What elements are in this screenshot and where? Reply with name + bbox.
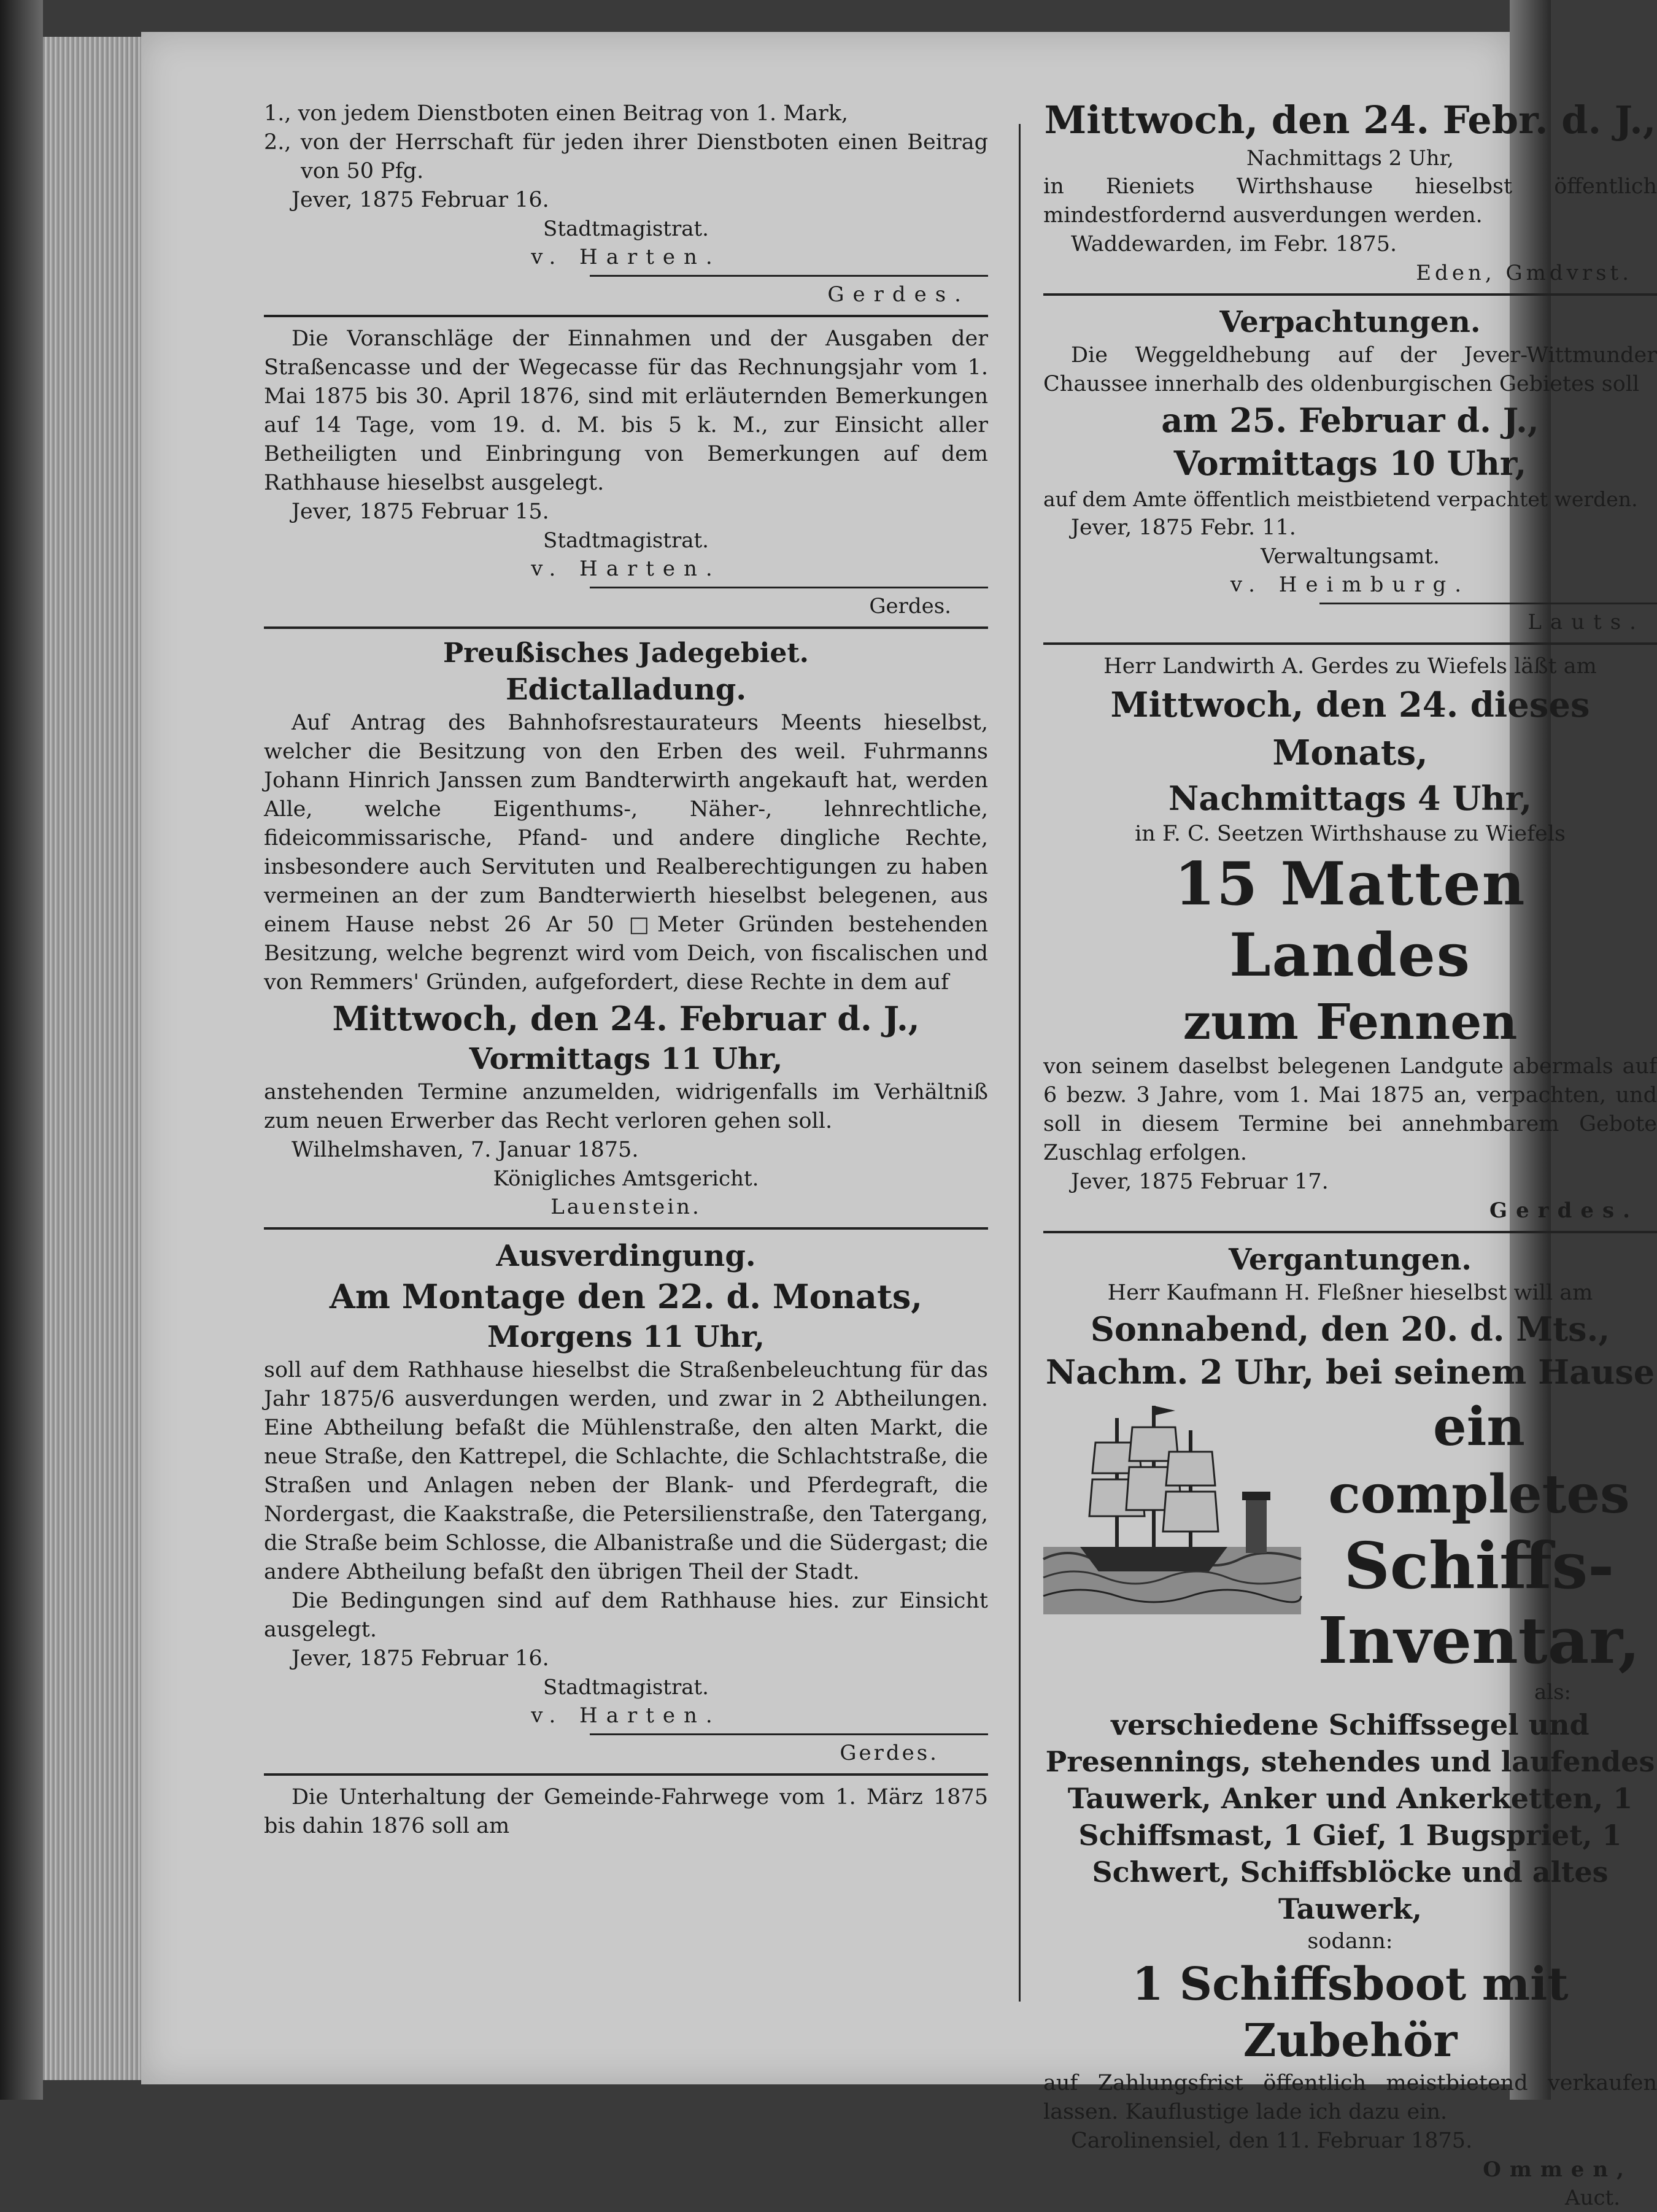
ship-illustration-icon: [1043, 1393, 1301, 1627]
left-column: [264, 99, 988, 1841]
signature: v. Harten.: [531, 1703, 721, 1728]
notice-body: in F. C. Seetzen Wirthshause zu Wiefels: [1135, 822, 1566, 846]
clerk-signature: Lauts.: [1528, 610, 1645, 634]
section-rule: [1043, 293, 1657, 296]
notice-body: anstehenden Termine anzumelden, widrigenfalls im Verhältniß zum neuen Erwerber das Recht verloren gehen soll.: [264, 1080, 988, 1133]
notice-label: als:: [1534, 1680, 1571, 1705]
section-rule: [1043, 1231, 1657, 1233]
page-edges: [43, 37, 141, 2080]
authority: Verwaltungsamt.: [1261, 544, 1440, 569]
headline: Inventar,: [1318, 1603, 1640, 1678]
notice-heading: Vergantungen.: [1229, 1243, 1472, 1277]
clerk-signature: Gerdes.: [869, 594, 951, 619]
notice-heading: Edictalladung.: [505, 672, 747, 707]
signature: Eden, Gmdvrst.: [1416, 261, 1632, 285]
list-item: 2., von der Herrschaft für jeden ihrer Dienstboten einen Beitrag von 50 Pfg.: [264, 130, 988, 183]
time-display: Morgens 11 Uhr,: [487, 1320, 765, 1354]
notice-heading: Preußisches Jadegebiet.: [443, 638, 809, 669]
date-display: Mittwoch, den 24. Februar d. J.,: [332, 999, 920, 1038]
notice-body: von seinem daselbst belegenen Landgute abermals auf 6 bezw. 3 Jahre, vom 1. Mai 1875 an, verpachten, und soll in diesem Termine bei annehmbarem Gebote Zuschlag erfolgen.: [1043, 1054, 1657, 1165]
short-rule: [590, 275, 988, 277]
authority: Stadtmagistrat.: [543, 1675, 709, 1700]
section-rule: [264, 626, 988, 629]
time-display: Vormittags 11 Uhr,: [469, 1042, 783, 1076]
clerk-signature: Gerdes.: [827, 282, 970, 307]
item-list: verschiedene Schiffssegel und Presennings, stehendes und laufendes Tauwerk, Anker und Ankerketten, 1 Schiffsmast, 1 Gief, 1 Bugspriet, 1 Schwert, Schiffsblöcke und altes Tauwerk,: [1045, 1708, 1655, 1925]
time-line: Nachmittags 2 Uhr,: [1246, 146, 1454, 171]
signature: v. Harten.: [531, 245, 721, 269]
dateline: Jever, 1875 Febr. 11.: [1071, 515, 1296, 540]
authority: Stadtmagistrat.: [543, 528, 709, 553]
signature: v. Heimburg.: [1230, 572, 1470, 597]
section-rule: [1043, 642, 1657, 645]
notice-intro: Herr Kaufmann H. Fleßner hieselbst will am: [1107, 1281, 1593, 1305]
section-rule: [264, 315, 988, 317]
notice-body: Die Bedingungen sind auf dem Rathhause hies. zur Einsicht ausgelegt.: [264, 1589, 988, 1642]
headline: Schiffs-: [1343, 1528, 1615, 1603]
notice-body: Auf Antrag des Bahnhofsrestaurateurs Meents hieselbst, welcher die Besitzung von den Erben des weil. Fuhrmanns Johann Hinrich Janssen zum Bandterwirth angekauft hat, werden Alle, welche Eigenthums-, Näher-, lehnrechtliche, fideicommissarische, Pfand- und andere dingliche Rechte, insbesondere auch Servituten und Realberechtigungen zu haben vermeinen an der zum Bandterwierth hieselbst belegenen, aus einem Hause nebst 26 Ar 50 □Meter Gründen bestehenden Besitzung, welche begrenzt wird vom Deich, von fiscalischen und von Remmers' Gründen, aufgefordert, diese Rechte in dem auf: [264, 711, 988, 995]
dateline: Wilhelmshaven, 7. Januar 1875.: [292, 1138, 639, 1162]
short-rule: [590, 587, 988, 588]
date-display: Sonnabend, den 20. d. Mts.,: [1090, 1309, 1610, 1349]
right-column: [1043, 96, 1657, 2212]
dateline: Jever, 1875 Februar 16.: [292, 188, 549, 212]
notice-heading: Verpachtungen.: [1219, 305, 1481, 339]
notice-body: auf dem Amte öffentlich meistbietend verpachtet werden.: [1043, 487, 1638, 511]
date-display: Am Montage den 22. d. Monats,: [329, 1277, 923, 1316]
notice-body: Die Voranschläge der Einnahmen und der Ausgaben der Straßencasse und der Wegecasse für das Rechnungsjahr vom 1. Mai 1875 bis 30. April 1876, sind mit erläuternden Bemerkungen auf 14 Tage, vom 19. d. M. bis 5 k. M., zur Einsicht aller Betheiligten und Einbringung von Bemerkungen auf dem Rathhause hieselbst ausgelegt.: [264, 326, 988, 495]
signature-role: Auct.: [1565, 2186, 1620, 2210]
book-spine: [0, 0, 43, 2100]
notice-label: sodann:: [1307, 1929, 1393, 1954]
headline: ein completes: [1328, 1396, 1630, 1525]
clerk-signature: Gerdes.: [840, 1741, 939, 1765]
notice-body: Die Weggeldhebung auf der Jever-Wittmunder Chaussee innerhalb des oldenburgischen Gebietes soll: [1043, 343, 1657, 396]
headline: 1 Schiffsboot mit: [1132, 1958, 1569, 2011]
short-rule: [590, 1733, 988, 1735]
dateline: Jever, 1875 Februar 17.: [1071, 1170, 1329, 1194]
time-display: Nachm. 2 Uhr, bei seinem Hause: [1045, 1352, 1655, 1392]
ship-headline-block: [1301, 1393, 1657, 1678]
ship-block: [1043, 1393, 1657, 1678]
notice-body: soll auf dem Rathhause hieselbst die Straßenbeleuchtung für das Jahr 1875/6 ausverdungen werden, und zwar in 2 Abtheilungen. Eine Abtheilung befaßt die Mühlenstraße, den alten Markt, die neue Straße, den Kattrepel, die Schlachte, die Schlachtstraße, die Straßen und Anlagen neben der Blank- und Pferdegraft, die Nordergast, die Kaakstraße, die Petersilienstraße, den Tatergang, die Straße beim Schlosse, die Albanistraße und die Südergast; die andere Abtheilung befaßt den übrigen Theil der Stadt.: [264, 1358, 988, 1584]
date-display: Mittwoch, den 24. Febr. d. J.,: [1044, 98, 1656, 142]
date-display: am 25. Februar d. J.,: [1161, 401, 1539, 440]
signature: Ommen,: [1483, 2157, 1632, 2182]
notice-intro: Herr Landwirth A. Gerdes zu Wiefels läßt am: [1103, 654, 1597, 679]
authority: Stadtmagistrat.: [543, 217, 709, 241]
signature: v. Harten.: [531, 557, 721, 581]
signature: Lauenstein.: [550, 1195, 701, 1219]
section-rule: [264, 1227, 988, 1230]
headline: zum Fennen: [1183, 993, 1518, 1050]
notice-body: auf Zahlungsfrist öffentlich meistbietend verkaufen lassen. Kauflustige lade ich dazu ein.: [1043, 2071, 1657, 2124]
notice-heading: Ausverdingung.: [496, 1239, 756, 1273]
section-rule: [264, 1773, 988, 1776]
newspaper-page: [141, 32, 1657, 2210]
authority: Königliches Amtsgericht.: [493, 1166, 759, 1191]
headline: Zubehör: [1243, 2014, 1458, 2067]
signature: Gerdes.: [1489, 1198, 1639, 1223]
headline: 15 Matten Landes: [1174, 849, 1526, 990]
time-display: Vormittags 10 Uhr,: [1173, 444, 1527, 483]
dateline: Jever, 1875 Februar 15.: [292, 499, 549, 524]
dateline: Waddewarden, im Febr. 1875.: [1071, 232, 1397, 256]
dateline: Jever, 1875 Februar 16.: [292, 1646, 549, 1671]
short-rule: [1319, 603, 1657, 604]
date-display: Mittwoch, den 24. dieses Monats,: [1110, 685, 1590, 773]
column-divider: [1019, 124, 1021, 2002]
time-display: Nachmittags 4 Uhr,: [1168, 779, 1532, 818]
dateline: Carolinensiel, den 11. Februar 1875.: [1071, 2129, 1473, 2153]
notice-body: in Rieniets Wirthshause hieselbst öffentlich mindestfordernd ausverdungen werden.: [1043, 174, 1657, 228]
notice-body: Die Unterhaltung der Gemeinde-Fahrwege vom 1. März 1875 bis dahin 1876 soll am: [264, 1785, 988, 1838]
list-item: 1., von jedem Dienstboten einen Beitrag von 1. Mark,: [264, 101, 849, 126]
